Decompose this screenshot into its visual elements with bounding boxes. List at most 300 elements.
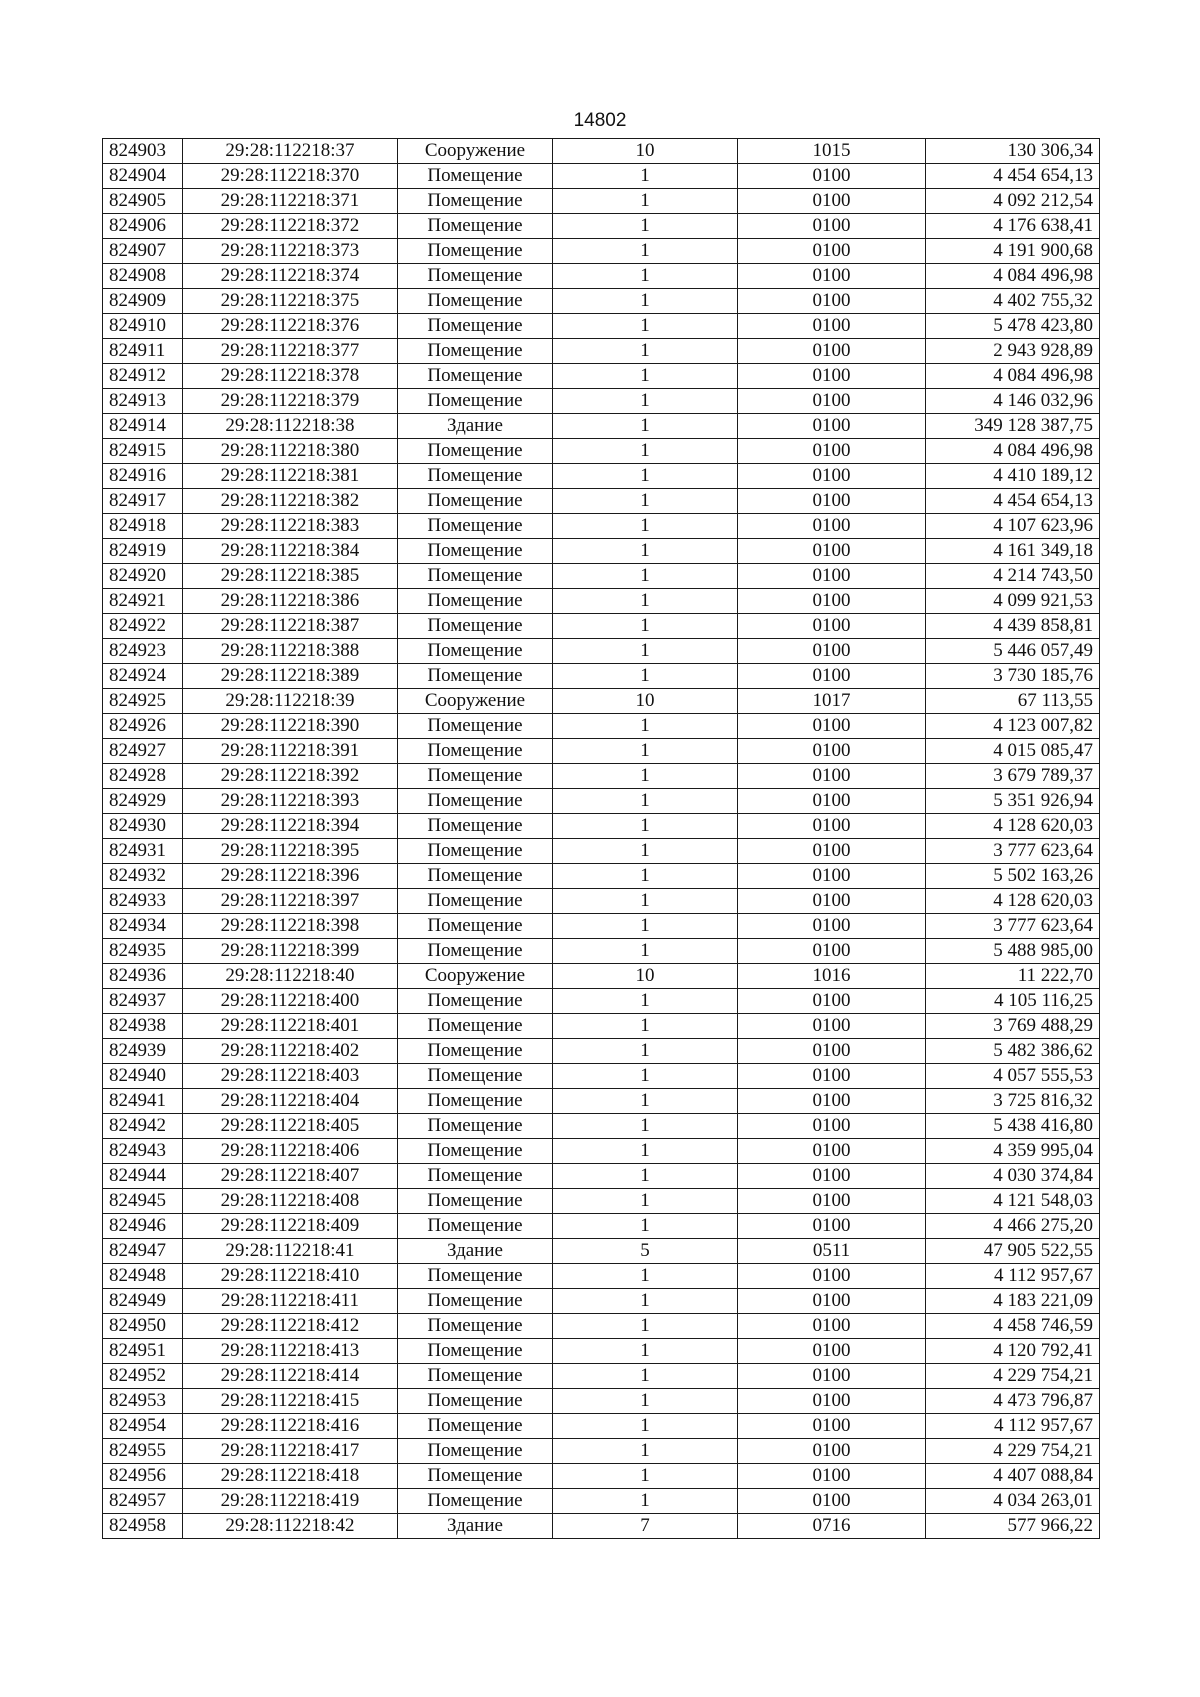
code-cell: 0100 bbox=[738, 1389, 926, 1414]
code-cell: 0100 bbox=[738, 714, 926, 739]
table-row bbox=[103, 1089, 1100, 1114]
cadastral-number-cell: 29:28:112218:370 bbox=[183, 164, 398, 189]
code-cell: 0100 bbox=[738, 1364, 926, 1389]
cadastral-value-cell: 5 446 057,49 bbox=[926, 639, 1100, 664]
cadastral-number-cell: 29:28:112218:372 bbox=[183, 214, 398, 239]
cadastral-number-cell: 29:28:112218:389 bbox=[183, 664, 398, 689]
row-number-cell: 824907 bbox=[103, 239, 183, 264]
object-type-cell: Помещение bbox=[398, 564, 553, 589]
row-number-cell: 824915 bbox=[103, 439, 183, 464]
object-type-cell: Помещение bbox=[398, 189, 553, 214]
code-cell: 0511 bbox=[738, 1239, 926, 1264]
table-row bbox=[103, 1214, 1100, 1239]
table-row bbox=[103, 714, 1100, 739]
table-row bbox=[103, 914, 1100, 939]
object-type-cell: Помещение bbox=[398, 764, 553, 789]
cadastral-value-cell: 3 679 789,37 bbox=[926, 764, 1100, 789]
object-type-cell: Помещение bbox=[398, 914, 553, 939]
cadastral-number-cell: 29:28:112218:398 bbox=[183, 914, 398, 939]
cadastral-number-cell: 29:28:112218:418 bbox=[183, 1464, 398, 1489]
group-cell: 1 bbox=[553, 1139, 738, 1164]
object-type-cell: Помещение bbox=[398, 164, 553, 189]
cadastral-value-cell: 130 306,34 bbox=[926, 139, 1100, 164]
object-type-cell: Помещение bbox=[398, 814, 553, 839]
code-cell: 0100 bbox=[738, 864, 926, 889]
group-cell: 1 bbox=[553, 714, 738, 739]
code-cell: 0100 bbox=[738, 1189, 926, 1214]
group-cell: 1 bbox=[553, 889, 738, 914]
cadastral-number-cell: 29:28:112218:391 bbox=[183, 739, 398, 764]
group-cell: 1 bbox=[553, 764, 738, 789]
code-cell: 0100 bbox=[738, 1139, 926, 1164]
row-number-cell: 824949 bbox=[103, 1289, 183, 1314]
group-cell: 1 bbox=[553, 1314, 738, 1339]
code-cell: 0100 bbox=[738, 1439, 926, 1464]
row-number-cell: 824917 bbox=[103, 489, 183, 514]
group-cell: 1 bbox=[553, 539, 738, 564]
group-cell: 1 bbox=[553, 639, 738, 664]
code-cell: 1017 bbox=[738, 689, 926, 714]
cadastral-number-cell: 29:28:112218:412 bbox=[183, 1314, 398, 1339]
code-cell: 0100 bbox=[738, 1014, 926, 1039]
group-cell: 1 bbox=[553, 364, 738, 389]
table-row bbox=[103, 639, 1100, 664]
object-type-cell: Помещение bbox=[398, 789, 553, 814]
object-type-cell: Помещение bbox=[398, 389, 553, 414]
table-row bbox=[103, 189, 1100, 214]
row-number-cell: 824938 bbox=[103, 1014, 183, 1039]
cadastral-value-cell: 4 112 957,67 bbox=[926, 1414, 1100, 1439]
row-number-cell: 824926 bbox=[103, 714, 183, 739]
object-type-cell: Помещение bbox=[398, 339, 553, 364]
table-row bbox=[103, 539, 1100, 564]
table-row bbox=[103, 264, 1100, 289]
row-number-cell: 824904 bbox=[103, 164, 183, 189]
cadastral-number-cell: 29:28:112218:377 bbox=[183, 339, 398, 364]
cadastral-value-cell: 4 229 754,21 bbox=[926, 1364, 1100, 1389]
row-number-cell: 824913 bbox=[103, 389, 183, 414]
table-row bbox=[103, 739, 1100, 764]
code-cell: 0100 bbox=[738, 939, 926, 964]
code-cell: 0100 bbox=[738, 1264, 926, 1289]
cadastral-number-cell: 29:28:112218:410 bbox=[183, 1264, 398, 1289]
table-row bbox=[103, 364, 1100, 389]
code-cell: 0100 bbox=[738, 1089, 926, 1114]
group-cell: 1 bbox=[553, 1339, 738, 1364]
cadastral-number-cell: 29:28:112218:394 bbox=[183, 814, 398, 839]
table-row bbox=[103, 1464, 1100, 1489]
object-type-cell: Помещение bbox=[398, 1264, 553, 1289]
table-row bbox=[103, 1289, 1100, 1314]
code-cell: 0100 bbox=[738, 314, 926, 339]
cadastral-value-cell: 4 229 754,21 bbox=[926, 1439, 1100, 1464]
code-cell: 0100 bbox=[738, 539, 926, 564]
object-type-cell: Помещение bbox=[398, 1139, 553, 1164]
object-type-cell: Помещение bbox=[398, 514, 553, 539]
object-type-cell: Помещение bbox=[398, 1464, 553, 1489]
row-number-cell: 824947 bbox=[103, 1239, 183, 1264]
row-number-cell: 824928 bbox=[103, 764, 183, 789]
cadastral-number-cell: 29:28:112218:390 bbox=[183, 714, 398, 739]
table-row bbox=[103, 789, 1100, 814]
row-number-cell: 824914 bbox=[103, 414, 183, 439]
cadastral-value-cell: 5 488 985,00 bbox=[926, 939, 1100, 964]
code-cell: 0100 bbox=[738, 664, 926, 689]
code-cell: 0100 bbox=[738, 989, 926, 1014]
row-number-cell: 824939 bbox=[103, 1039, 183, 1064]
table-row bbox=[103, 1489, 1100, 1514]
object-type-cell: Помещение bbox=[398, 589, 553, 614]
code-cell: 0100 bbox=[738, 564, 926, 589]
table-row bbox=[103, 289, 1100, 314]
code-cell: 0100 bbox=[738, 1339, 926, 1364]
object-type-cell: Помещение bbox=[398, 1089, 553, 1114]
cadastral-number-cell: 29:28:112218:41 bbox=[183, 1239, 398, 1264]
cadastral-value-cell: 4 146 032,96 bbox=[926, 389, 1100, 414]
group-cell: 1 bbox=[553, 1414, 738, 1439]
row-number-cell: 824943 bbox=[103, 1139, 183, 1164]
code-cell: 0100 bbox=[738, 464, 926, 489]
object-type-cell: Помещение bbox=[398, 1339, 553, 1364]
object-type-cell: Помещение bbox=[398, 214, 553, 239]
cadastral-value-cell: 4 107 623,96 bbox=[926, 514, 1100, 539]
table-row bbox=[103, 964, 1100, 989]
cadastral-number-cell: 29:28:112218:39 bbox=[183, 689, 398, 714]
object-type-cell: Помещение bbox=[398, 739, 553, 764]
cadastral-number-cell: 29:28:112218:375 bbox=[183, 289, 398, 314]
table-row bbox=[103, 414, 1100, 439]
cadastral-value-cell: 4 084 496,98 bbox=[926, 439, 1100, 464]
code-cell: 0100 bbox=[738, 1114, 926, 1139]
group-cell: 1 bbox=[553, 989, 738, 1014]
code-cell: 0100 bbox=[738, 639, 926, 664]
cadastral-value-cell: 4 099 921,53 bbox=[926, 589, 1100, 614]
cadastral-value-cell: 4 121 548,03 bbox=[926, 1189, 1100, 1214]
cadastral-number-cell: 29:28:112218:414 bbox=[183, 1364, 398, 1389]
cadastral-number-cell: 29:28:112218:403 bbox=[183, 1064, 398, 1089]
group-cell: 1 bbox=[553, 1189, 738, 1214]
table-row bbox=[103, 464, 1100, 489]
group-cell: 1 bbox=[553, 864, 738, 889]
object-type-cell: Помещение bbox=[398, 1389, 553, 1414]
row-number-cell: 824955 bbox=[103, 1439, 183, 1464]
table-row bbox=[103, 314, 1100, 339]
cadastral-number-cell: 29:28:112218:416 bbox=[183, 1414, 398, 1439]
group-cell: 1 bbox=[553, 264, 738, 289]
row-number-cell: 824923 bbox=[103, 639, 183, 664]
table-row bbox=[103, 1439, 1100, 1464]
row-number-cell: 824942 bbox=[103, 1114, 183, 1139]
code-cell: 0100 bbox=[738, 1064, 926, 1089]
cadastral-value-cell: 577 966,22 bbox=[926, 1514, 1100, 1539]
row-number-cell: 824918 bbox=[103, 514, 183, 539]
row-number-cell: 824957 bbox=[103, 1489, 183, 1514]
group-cell: 1 bbox=[553, 1164, 738, 1189]
code-cell: 0100 bbox=[738, 289, 926, 314]
object-type-cell: Помещение bbox=[398, 989, 553, 1014]
row-number-cell: 824954 bbox=[103, 1414, 183, 1439]
object-type-cell: Помещение bbox=[398, 439, 553, 464]
cadastral-number-cell: 29:28:112218:388 bbox=[183, 639, 398, 664]
code-cell: 0100 bbox=[738, 1039, 926, 1064]
object-type-cell: Помещение bbox=[398, 539, 553, 564]
object-type-cell: Помещение bbox=[398, 889, 553, 914]
cadastral-number-cell: 29:28:112218:374 bbox=[183, 264, 398, 289]
cadastral-number-cell: 29:28:112218:404 bbox=[183, 1089, 398, 1114]
table-row bbox=[103, 1139, 1100, 1164]
cadastral-number-cell: 29:28:112218:409 bbox=[183, 1214, 398, 1239]
group-cell: 1 bbox=[553, 789, 738, 814]
group-cell: 5 bbox=[553, 1239, 738, 1264]
code-cell: 0100 bbox=[738, 1489, 926, 1514]
group-cell: 1 bbox=[553, 1089, 738, 1114]
row-number-cell: 824911 bbox=[103, 339, 183, 364]
cadastral-number-cell: 29:28:112218:395 bbox=[183, 839, 398, 864]
group-cell: 1 bbox=[553, 464, 738, 489]
cadastral-number-cell: 29:28:112218:385 bbox=[183, 564, 398, 589]
code-cell: 0100 bbox=[738, 1314, 926, 1339]
cadastral-number-cell: 29:28:112218:386 bbox=[183, 589, 398, 614]
cadastral-number-cell: 29:28:112218:378 bbox=[183, 364, 398, 389]
row-number-cell: 824950 bbox=[103, 1314, 183, 1339]
row-number-cell: 824931 bbox=[103, 839, 183, 864]
group-cell: 1 bbox=[553, 1114, 738, 1139]
table-row bbox=[103, 1039, 1100, 1064]
row-number-cell: 824930 bbox=[103, 814, 183, 839]
cadastral-value-cell: 4 183 221,09 bbox=[926, 1289, 1100, 1314]
row-number-cell: 824937 bbox=[103, 989, 183, 1014]
cadastral-number-cell: 29:28:112218:37 bbox=[183, 139, 398, 164]
row-number-cell: 824903 bbox=[103, 139, 183, 164]
group-cell: 1 bbox=[553, 289, 738, 314]
object-type-cell: Сооружение bbox=[398, 964, 553, 989]
table-row bbox=[103, 1339, 1100, 1364]
code-cell: 0100 bbox=[738, 264, 926, 289]
object-type-cell: Помещение bbox=[398, 614, 553, 639]
table-row bbox=[103, 1164, 1100, 1189]
group-cell: 10 bbox=[553, 689, 738, 714]
object-type-cell: Здание bbox=[398, 1514, 553, 1539]
table-row bbox=[103, 864, 1100, 889]
cadastral-value-cell: 4 214 743,50 bbox=[926, 564, 1100, 589]
code-cell: 0100 bbox=[738, 189, 926, 214]
object-type-cell: Помещение bbox=[398, 464, 553, 489]
table-row bbox=[103, 1389, 1100, 1414]
row-number-cell: 824912 bbox=[103, 364, 183, 389]
table-row bbox=[103, 1414, 1100, 1439]
object-type-cell: Сооружение bbox=[398, 139, 553, 164]
group-cell: 1 bbox=[553, 439, 738, 464]
group-cell: 1 bbox=[553, 614, 738, 639]
object-type-cell: Помещение bbox=[398, 489, 553, 514]
code-cell: 0100 bbox=[738, 439, 926, 464]
cadastral-number-cell: 29:28:112218:411 bbox=[183, 1289, 398, 1314]
cadastral-value-cell: 5 502 163,26 bbox=[926, 864, 1100, 889]
row-number-cell: 824906 bbox=[103, 214, 183, 239]
table-row bbox=[103, 1239, 1100, 1264]
group-cell: 1 bbox=[553, 314, 738, 339]
cadastral-value-cell: 4 359 995,04 bbox=[926, 1139, 1100, 1164]
cadastral-number-cell: 29:28:112218:399 bbox=[183, 939, 398, 964]
table-row bbox=[103, 1014, 1100, 1039]
row-number-cell: 824956 bbox=[103, 1464, 183, 1489]
code-cell: 0100 bbox=[738, 814, 926, 839]
table-row bbox=[103, 1114, 1100, 1139]
group-cell: 1 bbox=[553, 1439, 738, 1464]
object-type-cell: Здание bbox=[398, 1239, 553, 1264]
code-cell: 0100 bbox=[738, 1464, 926, 1489]
object-type-cell: Помещение bbox=[398, 1414, 553, 1439]
cadastral-value-cell: 4 128 620,03 bbox=[926, 889, 1100, 914]
row-number-cell: 824916 bbox=[103, 464, 183, 489]
code-cell: 0100 bbox=[738, 889, 926, 914]
group-cell: 1 bbox=[553, 564, 738, 589]
code-cell: 0100 bbox=[738, 614, 926, 639]
table-row bbox=[103, 989, 1100, 1014]
object-type-cell: Помещение bbox=[398, 639, 553, 664]
table-row bbox=[103, 139, 1100, 164]
row-number-cell: 824933 bbox=[103, 889, 183, 914]
group-cell: 1 bbox=[553, 739, 738, 764]
cadastral-number-cell: 29:28:112218:379 bbox=[183, 389, 398, 414]
code-cell: 0100 bbox=[738, 839, 926, 864]
cadastral-number-cell: 29:28:112218:393 bbox=[183, 789, 398, 814]
cadastral-number-cell: 29:28:112218:408 bbox=[183, 1189, 398, 1214]
code-cell: 0100 bbox=[738, 414, 926, 439]
cadastral-value-cell: 4 123 007,82 bbox=[926, 714, 1100, 739]
group-cell: 1 bbox=[553, 239, 738, 264]
group-cell: 1 bbox=[553, 1489, 738, 1514]
cadastral-value-cell: 3 777 623,64 bbox=[926, 839, 1100, 864]
row-number-cell: 824920 bbox=[103, 564, 183, 589]
code-cell: 0100 bbox=[738, 789, 926, 814]
cadastral-number-cell: 29:28:112218:402 bbox=[183, 1039, 398, 1064]
table-row bbox=[103, 489, 1100, 514]
cadastral-number-cell: 29:28:112218:407 bbox=[183, 1164, 398, 1189]
cadastral-value-cell: 4 454 654,13 bbox=[926, 164, 1100, 189]
cadastral-number-cell: 29:28:112218:376 bbox=[183, 314, 398, 339]
code-cell: 0100 bbox=[738, 764, 926, 789]
cadastral-number-cell: 29:28:112218:384 bbox=[183, 539, 398, 564]
cadastral-value-cell: 4 410 189,12 bbox=[926, 464, 1100, 489]
cadastral-number-cell: 29:28:112218:406 bbox=[183, 1139, 398, 1164]
group-cell: 10 bbox=[553, 964, 738, 989]
object-type-cell: Помещение bbox=[398, 839, 553, 864]
row-number-cell: 824925 bbox=[103, 689, 183, 714]
code-cell: 0100 bbox=[738, 589, 926, 614]
code-cell: 0100 bbox=[738, 489, 926, 514]
row-number-cell: 824905 bbox=[103, 189, 183, 214]
code-cell: 0100 bbox=[738, 239, 926, 264]
object-type-cell: Помещение bbox=[398, 939, 553, 964]
object-type-cell: Помещение bbox=[398, 239, 553, 264]
cadastral-value-cell: 4 084 496,98 bbox=[926, 264, 1100, 289]
object-type-cell: Помещение bbox=[398, 314, 553, 339]
table-row bbox=[103, 1364, 1100, 1389]
object-type-cell: Помещение bbox=[398, 1014, 553, 1039]
cadastral-number-cell: 29:28:112218:380 bbox=[183, 439, 398, 464]
row-number-cell: 824932 bbox=[103, 864, 183, 889]
group-cell: 1 bbox=[553, 514, 738, 539]
code-cell: 0100 bbox=[738, 914, 926, 939]
row-number-cell: 824953 bbox=[103, 1389, 183, 1414]
cadastral-value-cell: 3 769 488,29 bbox=[926, 1014, 1100, 1039]
group-cell: 1 bbox=[553, 1289, 738, 1314]
row-number-cell: 824945 bbox=[103, 1189, 183, 1214]
cadastral-value-cell: 4 030 374,84 bbox=[926, 1164, 1100, 1189]
cadastral-value-cell: 4 466 275,20 bbox=[926, 1214, 1100, 1239]
cadastral-number-cell: 29:28:112218:413 bbox=[183, 1339, 398, 1364]
table-row bbox=[103, 1064, 1100, 1089]
code-cell: 0100 bbox=[738, 739, 926, 764]
row-number-cell: 824934 bbox=[103, 914, 183, 939]
cadastral-number-cell: 29:28:112218:396 bbox=[183, 864, 398, 889]
group-cell: 1 bbox=[553, 1264, 738, 1289]
row-number-cell: 824929 bbox=[103, 789, 183, 814]
row-number-cell: 824921 bbox=[103, 589, 183, 614]
cadastral-number-cell: 29:28:112218:382 bbox=[183, 489, 398, 514]
group-cell: 1 bbox=[553, 339, 738, 364]
cadastral-value-cell: 4 092 212,54 bbox=[926, 189, 1100, 214]
code-cell: 0100 bbox=[738, 1414, 926, 1439]
group-cell: 10 bbox=[553, 139, 738, 164]
cadastral-value-cell: 4 105 116,25 bbox=[926, 989, 1100, 1014]
object-type-cell: Помещение bbox=[398, 1189, 553, 1214]
code-cell: 0716 bbox=[738, 1514, 926, 1539]
object-type-cell: Помещение bbox=[398, 1114, 553, 1139]
object-type-cell: Помещение bbox=[398, 1489, 553, 1514]
table-row bbox=[103, 839, 1100, 864]
object-type-cell: Помещение bbox=[398, 1064, 553, 1089]
group-cell: 1 bbox=[553, 664, 738, 689]
cadastral-number-cell: 29:28:112218:371 bbox=[183, 189, 398, 214]
code-cell: 0100 bbox=[738, 514, 926, 539]
code-cell: 1015 bbox=[738, 139, 926, 164]
cadastral-number-cell: 29:28:112218:400 bbox=[183, 989, 398, 1014]
table-row bbox=[103, 1189, 1100, 1214]
code-cell: 0100 bbox=[738, 164, 926, 189]
cadastral-value-cell: 4 120 792,41 bbox=[926, 1339, 1100, 1364]
cadastral-value-cell: 4 191 900,68 bbox=[926, 239, 1100, 264]
cadastral-number-cell: 29:28:112218:419 bbox=[183, 1489, 398, 1514]
object-type-cell: Помещение bbox=[398, 1364, 553, 1389]
object-type-cell: Помещение bbox=[398, 864, 553, 889]
code-cell: 0100 bbox=[738, 214, 926, 239]
table-row bbox=[103, 339, 1100, 364]
cadastral-value-cell: 4 161 349,18 bbox=[926, 539, 1100, 564]
cadastral-number-cell: 29:28:112218:405 bbox=[183, 1114, 398, 1139]
code-cell: 0100 bbox=[738, 1214, 926, 1239]
row-number-cell: 824919 bbox=[103, 539, 183, 564]
table-row bbox=[103, 164, 1100, 189]
group-cell: 1 bbox=[553, 814, 738, 839]
cadastral-value-cell: 4 458 746,59 bbox=[926, 1314, 1100, 1339]
code-cell: 0100 bbox=[738, 364, 926, 389]
group-cell: 1 bbox=[553, 939, 738, 964]
table-row bbox=[103, 689, 1100, 714]
row-number-cell: 824958 bbox=[103, 1514, 183, 1539]
table-row bbox=[103, 514, 1100, 539]
row-number-cell: 824909 bbox=[103, 289, 183, 314]
row-number-cell: 824944 bbox=[103, 1164, 183, 1189]
cadastral-number-cell: 29:28:112218:387 bbox=[183, 614, 398, 639]
page-number: 14802 bbox=[573, 110, 627, 131]
cadastral-value-cell: 4 084 496,98 bbox=[926, 364, 1100, 389]
cadastral-value-cell: 3 777 623,64 bbox=[926, 914, 1100, 939]
cadastral-value-cell: 4 176 638,41 bbox=[926, 214, 1100, 239]
table-row bbox=[103, 814, 1100, 839]
cadastral-value-cell: 4 128 620,03 bbox=[926, 814, 1100, 839]
